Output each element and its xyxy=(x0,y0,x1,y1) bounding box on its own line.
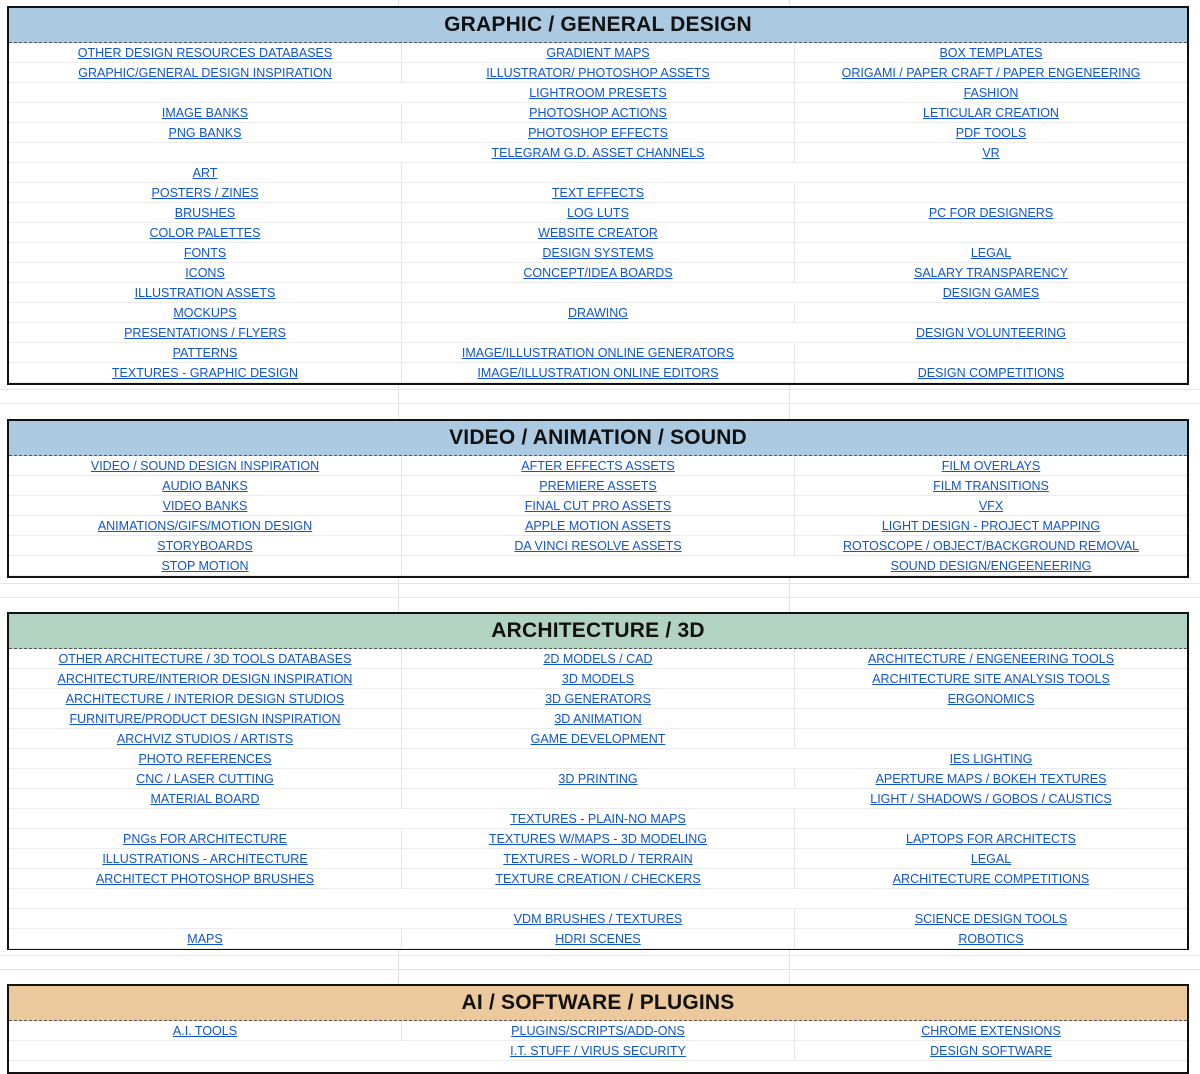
resource-link[interactable]: DESIGN SOFTWARE xyxy=(930,1043,1052,1058)
resource-link[interactable]: BOX TEMPLATES xyxy=(939,45,1043,60)
resource-link[interactable]: DESIGN COMPETITIONS xyxy=(917,365,1065,380)
resource-link[interactable]: PHOTO REFERENCES xyxy=(9,749,402,769)
resource-link[interactable]: WEBSITE CREATOR xyxy=(402,223,795,243)
table-row xyxy=(9,63,1187,83)
resource-link[interactable]: VFX xyxy=(978,498,1004,513)
table-row xyxy=(9,103,1187,123)
table-row xyxy=(9,283,1187,303)
section-title: AI / SOFTWARE / PLUGINS xyxy=(461,991,735,1014)
resource-link[interactable]: ROBOTICS xyxy=(958,931,1024,946)
resource-link[interactable]: TEXTURE CREATION / CHECKERS xyxy=(402,869,795,889)
resource-link[interactable]: LEGAL xyxy=(970,851,1012,866)
resource-link[interactable]: 2D MODELS / CAD xyxy=(402,649,795,669)
table-row xyxy=(9,929,1187,949)
resource-link[interactable]: ICONS xyxy=(9,263,402,283)
resource-link[interactable]: LOG LUTS xyxy=(402,203,795,223)
resource-link[interactable]: DESIGN VOLUNTEERING xyxy=(915,325,1067,340)
table-row xyxy=(9,909,1187,929)
table-row xyxy=(9,496,1187,516)
resource-link[interactable]: CONCEPT/IDEA BOARDS xyxy=(402,263,795,283)
table-row xyxy=(9,729,1187,749)
section-header xyxy=(9,986,1187,1021)
resource-link[interactable]: SCIENCE DESIGN TOOLS xyxy=(914,911,1068,926)
resource-link[interactable]: COLOR PALETTES xyxy=(9,223,402,243)
resource-link[interactable]: TELEGRAM G.D. ASSET CHANNELS xyxy=(402,143,795,163)
resource-link[interactable]: CHROME EXTENSIONS xyxy=(921,1023,1061,1038)
table-row xyxy=(9,223,1187,243)
resource-link[interactable]: LIGHTROOM PRESETS xyxy=(402,83,795,103)
resource-link[interactable]: TEXTURES - WORLD / TERRAIN xyxy=(402,849,795,869)
table-row xyxy=(9,343,1187,363)
table-row xyxy=(9,516,1187,536)
resource-link[interactable]: PDF TOOLS xyxy=(955,125,1027,140)
resource-link[interactable]: I.T. STUFF / VIRUS SECURITY xyxy=(402,1041,795,1061)
resource-link[interactable]: BRUSHES xyxy=(9,203,402,223)
resource-link[interactable]: APPLE MOTION ASSETS xyxy=(402,516,795,536)
section-body xyxy=(9,1021,1187,1061)
table-row xyxy=(9,1041,1187,1061)
section-header xyxy=(9,421,1187,456)
resource-link[interactable]: LIGHT / SHADOWS / GOBOS / CAUSTICS xyxy=(870,791,1112,806)
resource-link[interactable]: IMAGE BANKS xyxy=(9,103,402,123)
section-body xyxy=(9,456,1187,576)
section-ai-software-plugins xyxy=(7,984,1189,1074)
resource-link[interactable]: AFTER EFFECTS ASSETS xyxy=(402,456,795,476)
resource-link[interactable]: GAME DEVELOPMENT xyxy=(402,729,795,749)
resource-link[interactable]: IMAGE/ILLUSTRATION ONLINE GENERATORS xyxy=(402,343,795,363)
resource-link[interactable]: A.I. TOOLS xyxy=(9,1021,402,1041)
resource-link[interactable]: OTHER ARCHITECTURE / 3D TOOLS DATABASES xyxy=(9,649,402,669)
table-row xyxy=(9,43,1187,63)
resource-link[interactable]: VDM BRUSHES / TEXTURES xyxy=(402,909,795,929)
table-row xyxy=(9,809,1187,829)
resource-link[interactable]: FASHION xyxy=(963,85,1019,100)
resource-link[interactable]: ILLUSTRATOR/ PHOTOSHOP ASSETS xyxy=(402,63,795,83)
table-row xyxy=(9,476,1187,496)
resource-link[interactable]: ERGONOMICS xyxy=(947,691,1035,706)
resource-link[interactable]: VIDEO BANKS xyxy=(9,496,402,516)
table-row xyxy=(9,263,1187,283)
resource-link[interactable]: ORIGAMI / PAPER CRAFT / PAPER ENGENEERING xyxy=(841,65,1141,80)
resource-link[interactable]: PHOTOSHOP EFFECTS xyxy=(402,123,795,143)
section-title: VIDEO / ANIMATION / SOUND xyxy=(449,426,747,449)
resource-link[interactable]: ILLUSTRATIONS - ARCHITECTURE xyxy=(9,849,402,869)
resource-link[interactable]: APERTURE MAPS / BOKEH TEXTURES xyxy=(875,771,1107,786)
section-body xyxy=(9,43,1187,383)
resource-link[interactable]: 3D GENERATORS xyxy=(402,689,795,709)
resource-link[interactable]: PNG BANKS xyxy=(9,123,402,143)
table-row xyxy=(9,123,1187,143)
resource-link[interactable]: LIGHT DESIGN - PROJECT MAPPING xyxy=(881,518,1101,533)
resource-link[interactable]: IES LIGHTING xyxy=(949,751,1033,766)
table-row xyxy=(9,869,1187,889)
resource-link[interactable]: FONTS xyxy=(9,243,402,263)
resource-link[interactable]: STORYBOARDS xyxy=(9,536,402,556)
resource-link[interactable]: LETICULAR CREATION xyxy=(923,105,1059,120)
resource-link[interactable]: FURNITURE/PRODUCT DESIGN INSPIRATION xyxy=(9,709,402,729)
resource-link[interactable]: OTHER DESIGN RESOURCES DATABASES xyxy=(9,43,402,63)
section-body xyxy=(9,649,1187,949)
table-row xyxy=(9,709,1187,729)
resource-link[interactable]: TEXT EFFECTS xyxy=(402,183,795,203)
table-row xyxy=(9,143,1187,163)
resource-link[interactable]: IMAGE/ILLUSTRATION ONLINE EDITORS xyxy=(402,363,795,383)
table-row xyxy=(9,456,1187,476)
table-row xyxy=(9,749,1187,769)
section-header xyxy=(9,614,1187,649)
table-row xyxy=(9,536,1187,556)
resource-link[interactable]: ARCHITECTURE SITE ANALYSIS TOOLS xyxy=(872,671,1110,686)
resource-link[interactable]: DESIGN GAMES xyxy=(942,285,1040,300)
table-row xyxy=(9,649,1187,669)
resource-link[interactable]: SALARY TRANSPARENCY xyxy=(914,265,1068,280)
section-header xyxy=(9,8,1187,43)
resource-link[interactable]: VIDEO / SOUND DESIGN INSPIRATION xyxy=(9,456,402,476)
table-row xyxy=(9,689,1187,709)
table-row xyxy=(9,323,1187,343)
table-row xyxy=(9,363,1187,383)
resource-link[interactable]: ANIMATIONS/GIFS/MOTION DESIGN xyxy=(9,516,402,536)
resource-link[interactable]: TEXTURES - PLAIN-NO MAPS xyxy=(402,809,795,829)
resource-link[interactable]: 3D ANIMATION xyxy=(402,709,795,729)
resource-link[interactable]: ARCHVIZ STUDIOS / ARTISTS xyxy=(9,729,402,749)
resource-link[interactable]: DRAWING xyxy=(402,303,795,323)
resource-link[interactable]: PC FOR DESIGNERS xyxy=(928,205,1054,220)
table-row xyxy=(9,889,1187,909)
resource-link[interactable]: TEXTURES W/MAPS - 3D MODELING xyxy=(402,829,795,849)
resource-link[interactable]: ARCHITECTURE COMPETITIONS xyxy=(892,871,1090,886)
resource-link[interactable]: LEGAL xyxy=(970,245,1012,260)
resource-link[interactable]: MOCKUPS xyxy=(9,303,402,323)
resource-link[interactable]: GRAPHIC/GENERAL DESIGN INSPIRATION xyxy=(9,63,402,83)
resource-link[interactable]: ARCHITECTURE/INTERIOR DESIGN INSPIRATION xyxy=(9,669,402,689)
resource-link[interactable]: PNGs FOR ARCHITECTURE xyxy=(9,829,402,849)
resource-link[interactable]: VR xyxy=(982,145,1000,160)
section-graphic-design xyxy=(7,6,1189,385)
resource-link[interactable]: PLUGINS/SCRIPTS/ADD-ONS xyxy=(402,1021,795,1041)
section-title: ARCHITECTURE / 3D xyxy=(491,619,705,642)
table-row xyxy=(9,1021,1187,1041)
section-title: GRAPHIC / GENERAL DESIGN xyxy=(444,13,752,36)
resource-link[interactable]: AUDIO BANKS xyxy=(9,476,402,496)
table-row xyxy=(9,669,1187,689)
resource-link[interactable]: POSTERS / ZINES xyxy=(9,183,402,203)
resource-link[interactable]: PATTERNS xyxy=(9,343,402,363)
table-row xyxy=(9,203,1187,223)
resource-link[interactable]: GRADIENT MAPS xyxy=(402,43,795,63)
resource-link[interactable]: STOP MOTION xyxy=(9,556,402,576)
table-row xyxy=(9,556,1187,576)
resource-link[interactable]: FINAL CUT PRO ASSETS xyxy=(402,496,795,516)
resource-link[interactable]: MATERIAL BOARD xyxy=(9,789,402,809)
resource-link[interactable]: ARCHITECTURE / ENGENEERING TOOLS xyxy=(867,651,1115,666)
table-row xyxy=(9,829,1187,849)
resource-link[interactable]: DESIGN SYSTEMS xyxy=(402,243,795,263)
resource-link[interactable]: DA VINCI RESOLVE ASSETS xyxy=(402,536,795,556)
resource-link[interactable]: ILLUSTRATION ASSETS xyxy=(9,283,402,303)
table-row xyxy=(9,243,1187,263)
resource-link[interactable]: MAPS xyxy=(9,929,402,949)
resource-link[interactable]: LAPTOPS FOR ARCHITECTS xyxy=(906,831,1076,846)
resource-link[interactable]: ARCHITECTURE / INTERIOR DESIGN STUDIOS xyxy=(9,689,402,709)
table-row xyxy=(9,303,1187,323)
resource-link[interactable]: PREMIERE ASSETS xyxy=(402,476,795,496)
resource-link[interactable]: CNC / LASER CUTTING xyxy=(9,769,402,789)
resource-link[interactable]: PHOTOSHOP ACTIONS xyxy=(402,103,795,123)
resource-link[interactable]: PRESENTATIONS / FLYERS xyxy=(9,323,402,343)
section-video-animation-sound xyxy=(7,419,1189,578)
resource-link[interactable]: ART xyxy=(9,163,402,183)
resource-link[interactable]: FILM OVERLAYS xyxy=(941,458,1041,473)
table-row xyxy=(9,183,1187,203)
resource-link[interactable]: ARCHITECT PHOTOSHOP BRUSHES xyxy=(9,869,402,889)
table-row xyxy=(9,789,1187,809)
table-row xyxy=(9,769,1187,789)
resource-link[interactable]: TEXTURES - GRAPHIC DESIGN xyxy=(9,363,402,383)
table-row xyxy=(9,849,1187,869)
resource-link[interactable]: 3D MODELS xyxy=(402,669,795,689)
resource-link[interactable]: SOUND DESIGN/ENGEENEERING xyxy=(890,558,1092,573)
resource-link[interactable]: ROTOSCOPE / OBJECT/BACKGROUND REMOVAL xyxy=(842,538,1140,553)
resource-link[interactable]: FILM TRANSITIONS xyxy=(933,478,1049,493)
resource-link[interactable]: HDRI SCENES xyxy=(402,929,795,949)
resource-link[interactable]: 3D PRINTING xyxy=(402,769,795,789)
section-architecture-3d xyxy=(7,612,1189,950)
table-row xyxy=(9,83,1187,103)
table-row xyxy=(9,163,1187,183)
